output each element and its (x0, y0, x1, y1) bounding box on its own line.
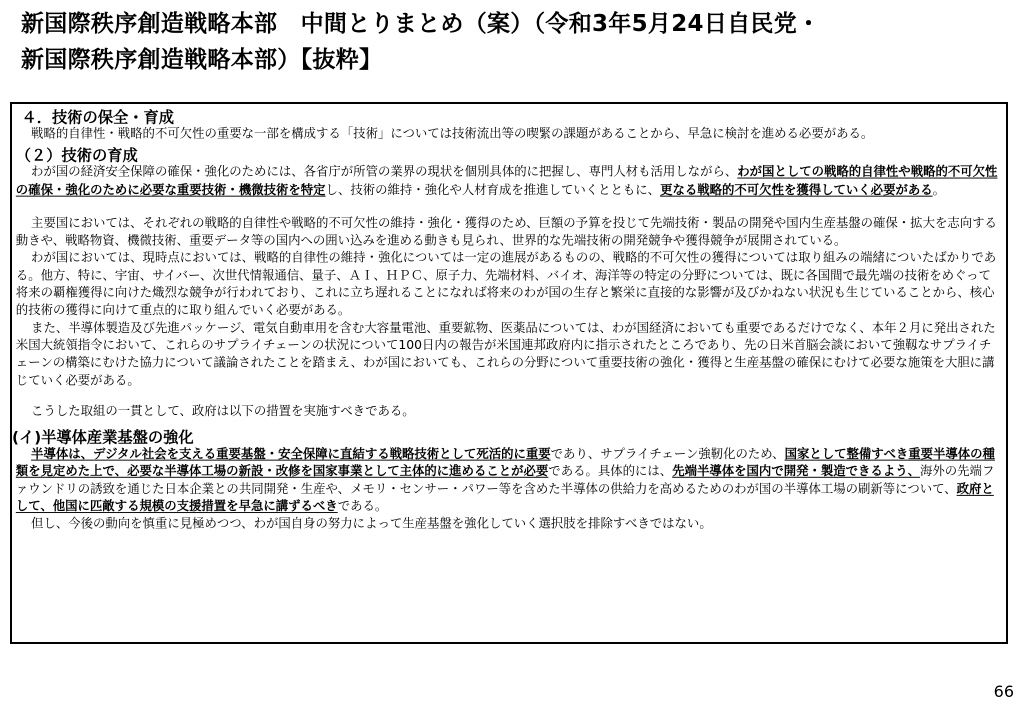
slide-title (21, 6, 1011, 78)
text-span: であり、サプライチェーン強靭化のため、 (550, 447, 785, 462)
subsection-2-paragraph-1 (12, 165, 1003, 200)
subsection-2-heading: （２）技術の育成 (15, 146, 138, 165)
subsection-i-paragraph-1 (12, 446, 1003, 516)
emphasis-text: 先端半導体を国内で開発・製造できるよう、 (672, 464, 921, 480)
emphasis-text: 政府として、他国に匹敵する規模の支援措置を早急に講ずるべき (15, 482, 994, 515)
text-span: である。 (337, 499, 388, 515)
emphasis-text: 半導体は、デジタル社会を支える重要基盤・安全保障に直結する戦略技術として死活的に重要 (31, 447, 551, 462)
title-line-2: 新国際秩序創造戦略本部）【抜粋】 (21, 47, 383, 73)
text-span: わが国の経済安全保障の確保・強化のためには、各省庁が所管の業界の現状を個別具体的に把握し、専門人材も活用しながら、 (31, 165, 738, 180)
subsection-i-paragraph-2: 但し、今後の動向を慎重に見極めつつ、わが国自身の努力によって生産基盤を強化していく選択肢を排除すべきではない。 (31, 517, 712, 532)
emphasis-text: 更なる戦略的不可欠性を獲得していく必要がある (660, 182, 933, 198)
text-span: 。 (932, 182, 946, 198)
section-4-intro: 戦略的自律性・戦略的不可欠性の重要な一部を構成する「技術」については技術流出等の喫緊の課題があることから、早急に検討を進める必要がある。 (31, 127, 874, 142)
emphasis-text: 国家として整備すべき重要半導体の種類を見定めた上で、必要な半導体工場の新設・改修を国家事業として主体的に進めることが必要 (15, 447, 995, 480)
excerpt-content (12, 108, 1003, 534)
text-span: し、技術の維持・強化や人材育成を推進していくとともに、 (325, 182, 661, 198)
text-span: 海外の先端ファウンドリの誘致を通じた日本企業との共同開発・生産や、メモリ・センサー・パワー等を含めた半導体の供給力を高めるためのわが国の半導体工場の刷新等について、 (15, 464, 995, 497)
excerpt-box (10, 102, 1008, 644)
subsection-2-paragraph-3: わが国においては、現時点においては、戦略的自律性の維持・強化については一定の進展があるものの、戦略的不可欠性の獲得については取り組みの端緒についたばかりである。他方、特に、宇宙、サイバー、次世代情報通信、量子、ＡＩ、ＨＰＣ、原子力、先端材料、バイオ、海洋等の特定の分野については、既に各国間で最先端の技術をめぐって将来の覇権獲得に向けた熾烈な競争が行われており、これに立ち遅れることになれば将来のわが国の生存と繁栄に直接的な影響が及びかねない状況も生じていることから、核心的技術の獲得に向けて重点的に取り組んでいく必要がある。 (15, 251, 997, 319)
emphasis-text: わが国としての戦略的自律性や戦略的不可欠性の確保・強化のために必要な重要技術・機微技術を特定 (15, 165, 998, 198)
subsection-2-paragraph-2: 主要国においては、それぞれの戦略的自律性や戦略的不可欠性の維持・強化・獲得のため、巨額の予算を投じて先端技術・製品の開発や国内生産基盤の確保・拡大を志向する動きや、戦略物資、機微技術、重要データ等の国内への囲い込みを進める動きも見られ、世界的な先端技術の開発競争や獲得競争が展開されている。 (15, 216, 997, 249)
subsection-i-heading: (イ)半導体産業基盤の強化 (12, 428, 194, 447)
subsection-2-paragraph-5: こうした取組の一貫として、政府は以下の措置を実施すべきである。 (31, 404, 415, 419)
text-span: である。具体的には、 (548, 464, 673, 480)
section-4-heading: ４．技術の保全・育成 (21, 108, 175, 127)
title-line-1: 新国際秩序創造戦略本部 中間とりまとめ（案）（令和3年5月24日自民党・ (21, 11, 821, 37)
subsection-2-paragraph-4: また、半導体製造及び先進パッケージ、電気自動車用を含む大容量電池、重要鉱物、医薬品については、わが国経済においても重要であるだけでなく、本年２月に発出された米国大統領指令において、これらのサプライチェーンの状況について100日内の報告が米国連邦政府内に指示されたところであり、先の日米首脳会談において強靱なサプライチェーンの構築にむけた協力について議論されたことを踏まえ、わが国においても、これらの分野について重要技術の強化・獲得と生産基盤の確保にむけて必要な施策を大胆に講じていく必要がある。 (15, 321, 996, 388)
page-number: 66 (993, 682, 1014, 701)
